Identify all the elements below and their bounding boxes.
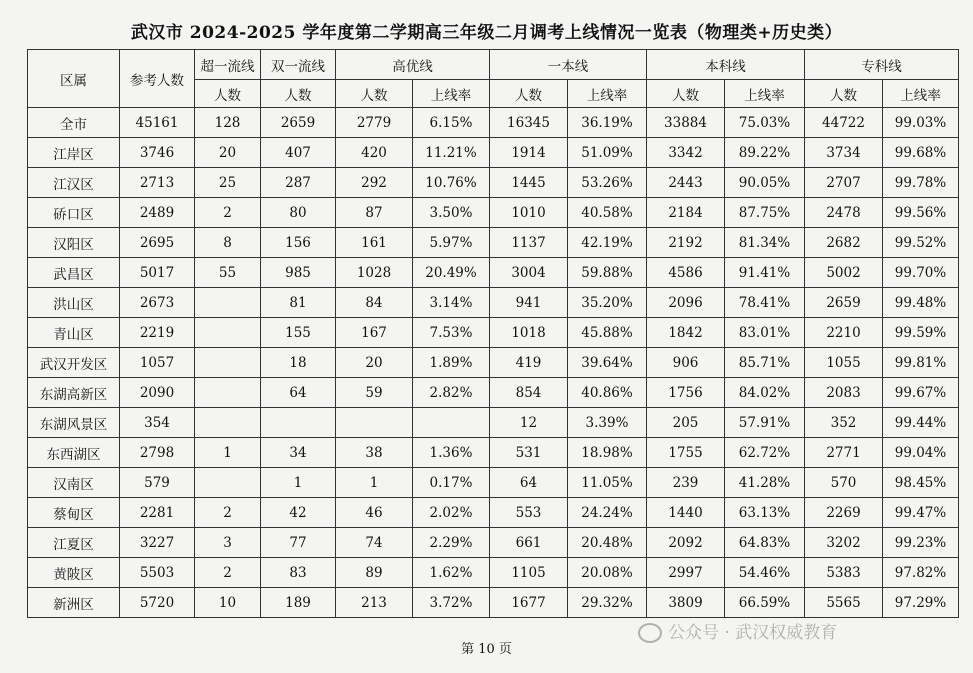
table-cell: 57.91%	[725, 408, 805, 438]
table-cell: 99.59%	[883, 318, 959, 348]
table-row	[28, 198, 959, 228]
district-cell: 新洲区	[28, 588, 120, 618]
table-cell: 579	[120, 468, 195, 498]
table-cell: 99.23%	[883, 528, 959, 558]
header-district: 区属	[28, 50, 120, 108]
district-cell: 硚口区	[28, 198, 120, 228]
table-cell: 51.09%	[568, 138, 647, 168]
header-junior-college: 专科线	[805, 50, 959, 80]
district-cell: 汉南区	[28, 468, 120, 498]
header-tier-one: 一本线	[490, 50, 647, 80]
table-cell: 1055	[805, 348, 883, 378]
table-cell: 53.26%	[568, 168, 647, 198]
table-cell: 1105	[490, 558, 568, 588]
table-cell: 84.02%	[725, 378, 805, 408]
table-row	[28, 588, 959, 618]
table-cell: 99.03%	[883, 108, 959, 138]
table-row	[28, 348, 959, 378]
table-cell: 354	[120, 408, 195, 438]
table-cell: 5565	[805, 588, 883, 618]
table-cell: 7.53%	[413, 318, 490, 348]
table-cell: 985	[261, 258, 336, 288]
table-cell	[195, 348, 261, 378]
table-cell: 75.03%	[725, 108, 805, 138]
table-cell: 1028	[336, 258, 413, 288]
table-cell: 1137	[490, 228, 568, 258]
table-cell: 77	[261, 528, 336, 558]
table-cell: 1.62%	[413, 558, 490, 588]
table-cell: 854	[490, 378, 568, 408]
district-cell: 东湖高新区	[28, 378, 120, 408]
table-cell: 205	[647, 408, 725, 438]
header-undergrad: 本科线	[647, 50, 805, 80]
table-cell	[413, 408, 490, 438]
table-cell: 36.19%	[568, 108, 647, 138]
table-cell: 64	[261, 378, 336, 408]
table-cell: 1057	[120, 348, 195, 378]
table-row	[28, 468, 959, 498]
table-row	[28, 168, 959, 198]
table-cell: 20.08%	[568, 558, 647, 588]
table-cell: 5.97%	[413, 228, 490, 258]
table-cell: 63.13%	[725, 498, 805, 528]
table-cell: 85.71%	[725, 348, 805, 378]
table-cell: 40.86%	[568, 378, 647, 408]
table-cell: 3004	[490, 258, 568, 288]
table-cell: 83	[261, 558, 336, 588]
table-cell: 45.88%	[568, 318, 647, 348]
table-cell: 661	[490, 528, 568, 558]
table-cell: 62.72%	[725, 438, 805, 468]
table-cell	[195, 288, 261, 318]
table-cell: 2478	[805, 198, 883, 228]
table-cell: 156	[261, 228, 336, 258]
table-cell: 12	[490, 408, 568, 438]
table-row	[28, 228, 959, 258]
table-cell: 4586	[647, 258, 725, 288]
subheader-count: 人数	[490, 80, 568, 108]
table-cell: 42	[261, 498, 336, 528]
table-cell: 81	[261, 288, 336, 318]
table-cell: 20.49%	[413, 258, 490, 288]
table-cell: 89	[336, 558, 413, 588]
table-cell: 99.56%	[883, 198, 959, 228]
table-cell: 352	[805, 408, 883, 438]
table-cell: 99.68%	[883, 138, 959, 168]
table-cell: 2779	[336, 108, 413, 138]
table-cell: 2	[195, 498, 261, 528]
table-cell: 3342	[647, 138, 725, 168]
subheader-count: 人数	[195, 80, 261, 108]
table-cell: 2219	[120, 318, 195, 348]
table-cell: 2269	[805, 498, 883, 528]
table-cell: 99.81%	[883, 348, 959, 378]
table-cell: 11.05%	[568, 468, 647, 498]
table-cell: 3.72%	[413, 588, 490, 618]
table-cell: 3734	[805, 138, 883, 168]
table-cell: 167	[336, 318, 413, 348]
district-cell: 武汉开发区	[28, 348, 120, 378]
table-cell: 99.52%	[883, 228, 959, 258]
table-cell: 2443	[647, 168, 725, 198]
district-cell: 洪山区	[28, 288, 120, 318]
table-cell	[195, 408, 261, 438]
table-cell: 24.24%	[568, 498, 647, 528]
table-cell: 99.67%	[883, 378, 959, 408]
table-cell: 10.76%	[413, 168, 490, 198]
table-cell: 80	[261, 198, 336, 228]
table-cell: 20	[336, 348, 413, 378]
table-cell: 97.82%	[883, 558, 959, 588]
table-cell: 99.48%	[883, 288, 959, 318]
table-cell: 44722	[805, 108, 883, 138]
table-cell: 59.88%	[568, 258, 647, 288]
header-double-first: 双一流线	[261, 50, 336, 80]
table-cell: 2673	[120, 288, 195, 318]
district-cell: 东湖风景区	[28, 408, 120, 438]
table-cell	[261, 408, 336, 438]
table-cell: 553	[490, 498, 568, 528]
table-cell: 20.48%	[568, 528, 647, 558]
table-cell: 5720	[120, 588, 195, 618]
table-cell: 1010	[490, 198, 568, 228]
table-cell: 54.46%	[725, 558, 805, 588]
table-cell: 213	[336, 588, 413, 618]
table-cell: 189	[261, 588, 336, 618]
table-cell: 1445	[490, 168, 568, 198]
table-cell: 2083	[805, 378, 883, 408]
table-cell: 2489	[120, 198, 195, 228]
table-cell: 99.04%	[883, 438, 959, 468]
table-cell: 16345	[490, 108, 568, 138]
table-cell: 98.45%	[883, 468, 959, 498]
table-cell: 91.41%	[725, 258, 805, 288]
table-cell: 78.41%	[725, 288, 805, 318]
table-cell: 2659	[261, 108, 336, 138]
table-cell: 20	[195, 138, 261, 168]
table-cell: 1.89%	[413, 348, 490, 378]
table-cell: 18.98%	[568, 438, 647, 468]
table-row	[28, 558, 959, 588]
table-cell: 87.75%	[725, 198, 805, 228]
table-cell: 2192	[647, 228, 725, 258]
table-cell: 99.70%	[883, 258, 959, 288]
table-cell: 10	[195, 588, 261, 618]
table-cell: 66.59%	[725, 588, 805, 618]
table-row	[28, 138, 959, 168]
table-cell: 1914	[490, 138, 568, 168]
table-cell: 99.44%	[883, 408, 959, 438]
table-cell: 39.64%	[568, 348, 647, 378]
subheader-rate: 上线率	[883, 80, 959, 108]
table-cell: 2707	[805, 168, 883, 198]
table-cell: 99.78%	[883, 168, 959, 198]
table-cell: 570	[805, 468, 883, 498]
table-row	[28, 108, 959, 138]
table-cell: 1.36%	[413, 438, 490, 468]
subheader-count: 人数	[261, 80, 336, 108]
subheader-rate: 上线率	[413, 80, 490, 108]
table-cell: 89.22%	[725, 138, 805, 168]
table-cell: 1	[195, 438, 261, 468]
district-cell: 江岸区	[28, 138, 120, 168]
table-cell: 128	[195, 108, 261, 138]
table-cell: 2.02%	[413, 498, 490, 528]
district-cell: 武昌区	[28, 258, 120, 288]
district-cell: 东西湖区	[28, 438, 120, 468]
table-cell: 1756	[647, 378, 725, 408]
table-cell: 1018	[490, 318, 568, 348]
table-cell	[336, 408, 413, 438]
results-table	[27, 49, 959, 618]
table-cell: 2695	[120, 228, 195, 258]
watermark-text: 公众号 · 武汉权威教育	[668, 623, 838, 643]
table-cell: 34	[261, 438, 336, 468]
district-cell: 江夏区	[28, 528, 120, 558]
district-cell: 全市	[28, 108, 120, 138]
table-cell: 33884	[647, 108, 725, 138]
table-cell: 3.50%	[413, 198, 490, 228]
table-cell: 1	[261, 468, 336, 498]
table-row	[28, 378, 959, 408]
table-cell: 18	[261, 348, 336, 378]
table-cell: 84	[336, 288, 413, 318]
header-row-1	[28, 50, 959, 80]
table-cell: 90.05%	[725, 168, 805, 198]
table-cell: 5503	[120, 558, 195, 588]
table-cell: 2798	[120, 438, 195, 468]
table-cell	[195, 318, 261, 348]
table-cell: 2682	[805, 228, 883, 258]
table-cell: 292	[336, 168, 413, 198]
table-cell: 2.29%	[413, 528, 490, 558]
table-cell: 531	[490, 438, 568, 468]
table-cell: 2	[195, 558, 261, 588]
table-cell: 2210	[805, 318, 883, 348]
district-cell: 江汉区	[28, 168, 120, 198]
table-cell: 0.17%	[413, 468, 490, 498]
table-cell: 2659	[805, 288, 883, 318]
table-row	[28, 438, 959, 468]
table-cell: 81.34%	[725, 228, 805, 258]
table-cell: 11.21%	[413, 138, 490, 168]
table-cell: 2	[195, 198, 261, 228]
district-cell: 蔡甸区	[28, 498, 120, 528]
table-cell: 1440	[647, 498, 725, 528]
table-cell: 3.39%	[568, 408, 647, 438]
table-cell: 1	[336, 468, 413, 498]
header-super-first: 超一流线	[195, 50, 261, 80]
table-cell: 941	[490, 288, 568, 318]
header-participants: 参考人数	[120, 50, 195, 108]
page-number: 第 10 页	[461, 642, 512, 657]
table-cell: 46	[336, 498, 413, 528]
table-cell: 2092	[647, 528, 725, 558]
subheader-rate: 上线率	[568, 80, 647, 108]
table-cell: 2184	[647, 198, 725, 228]
table-cell: 5002	[805, 258, 883, 288]
table-body	[28, 108, 959, 618]
table-cell: 3809	[647, 588, 725, 618]
table-cell: 5383	[805, 558, 883, 588]
table-cell: 99.47%	[883, 498, 959, 528]
table-cell: 2090	[120, 378, 195, 408]
subheader-rate: 上线率	[725, 80, 805, 108]
table-cell: 407	[261, 138, 336, 168]
table-cell	[195, 378, 261, 408]
subheader-count: 人数	[805, 80, 883, 108]
table-cell: 3.14%	[413, 288, 490, 318]
table-cell: 1755	[647, 438, 725, 468]
table-cell: 3202	[805, 528, 883, 558]
table-row	[28, 498, 959, 528]
district-cell: 汉阳区	[28, 228, 120, 258]
table-cell: 38	[336, 438, 413, 468]
table-cell: 29.32%	[568, 588, 647, 618]
page-title: 武汉市 2024-2025 学年度第二学期高三年级二月调考上线情况一览表（物理类+历史类）	[130, 23, 843, 43]
table-cell: 2997	[647, 558, 725, 588]
table-cell: 41.28%	[725, 468, 805, 498]
table-cell: 55	[195, 258, 261, 288]
table-cell: 420	[336, 138, 413, 168]
table-row	[28, 288, 959, 318]
table-cell: 1677	[490, 588, 568, 618]
table-cell: 35.20%	[568, 288, 647, 318]
table-cell: 155	[261, 318, 336, 348]
table-cell: 239	[647, 468, 725, 498]
table-cell: 287	[261, 168, 336, 198]
header-high-quality: 高优线	[336, 50, 490, 80]
table-cell: 97.29%	[883, 588, 959, 618]
table-cell: 161	[336, 228, 413, 258]
district-cell: 青山区	[28, 318, 120, 348]
district-cell: 黄陂区	[28, 558, 120, 588]
table-cell: 6.15%	[413, 108, 490, 138]
table-row	[28, 318, 959, 348]
table-cell: 64.83%	[725, 528, 805, 558]
table-cell: 25	[195, 168, 261, 198]
table-cell: 8	[195, 228, 261, 258]
table-cell: 2281	[120, 498, 195, 528]
table-cell: 3227	[120, 528, 195, 558]
table-row	[28, 258, 959, 288]
table-cell: 42.19%	[568, 228, 647, 258]
table-cell	[195, 468, 261, 498]
table-cell: 40.58%	[568, 198, 647, 228]
table-cell: 1842	[647, 318, 725, 348]
table-row	[28, 408, 959, 438]
table-cell: 419	[490, 348, 568, 378]
table-cell: 64	[490, 468, 568, 498]
table-cell: 906	[647, 348, 725, 378]
table-cell: 74	[336, 528, 413, 558]
table-row	[28, 528, 959, 558]
table-cell: 3	[195, 528, 261, 558]
table-cell: 83.01%	[725, 318, 805, 348]
table-cell: 2771	[805, 438, 883, 468]
subheader-count: 人数	[336, 80, 413, 108]
table-cell: 3746	[120, 138, 195, 168]
table-cell: 45161	[120, 108, 195, 138]
table-cell: 87	[336, 198, 413, 228]
table-cell: 2096	[647, 288, 725, 318]
table-cell: 59	[336, 378, 413, 408]
subheader-count: 人数	[647, 80, 725, 108]
table-cell: 2713	[120, 168, 195, 198]
table-cell: 2.82%	[413, 378, 490, 408]
table-cell: 5017	[120, 258, 195, 288]
